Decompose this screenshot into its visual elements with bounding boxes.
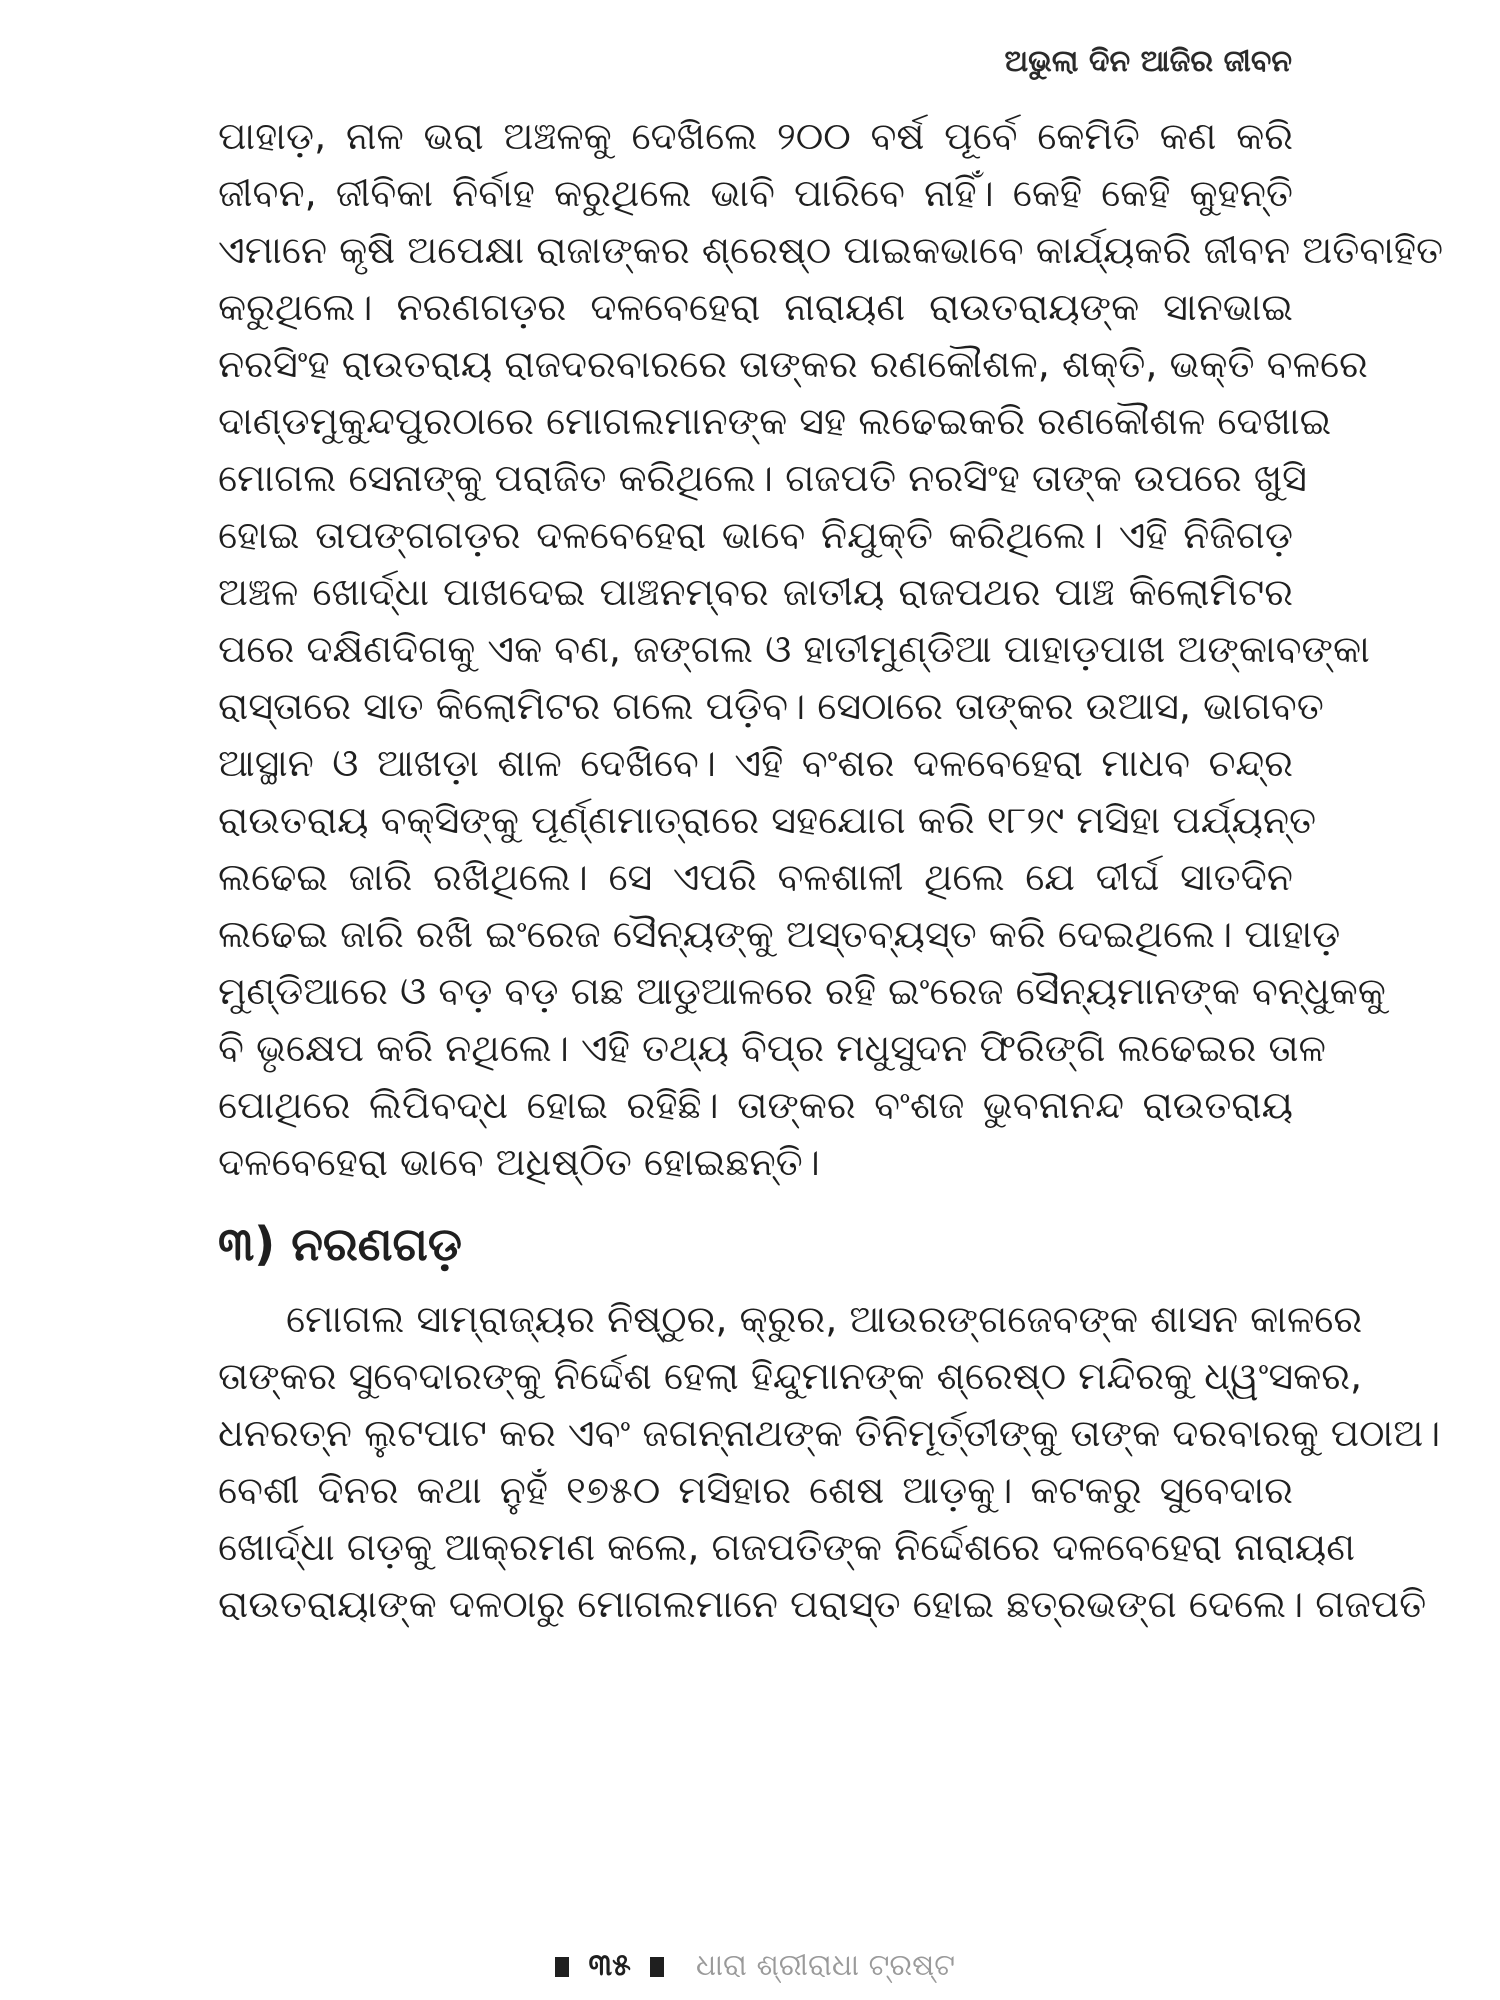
paragraph-line: କରୁଥିଲେ। ନରଣଗଡ଼ର ଦଳବେହେରା ନାରାୟଣ ରାଉତରାୟଙ୍କ ସାନଭାଇ	[218, 285, 1293, 329]
paragraph-line: ରାସ୍ତାରେ ସାତ କିଲୋମିଟର ଗଲେ ପଡ଼ିବ। ସେଠାରେ ତାଙ୍କର ଉଆସ, ଭାଗବତ	[218, 684, 1324, 728]
paragraph-line: ଖୋର୍ଦ୍ଧା ଗଡ଼କୁ ଆକ୍ରମଣ କଲେ, ଗଜପତିଙ୍କ ନିର୍ଦ୍ଦେଶରେ ଦଳବେହେରା ନାରାୟଣ	[218, 1525, 1355, 1569]
square-bullet-icon	[555, 1957, 569, 1977]
paragraph-line: ନରସିଂହ ରାଉତରାୟ ରାଜଦରବାରରେ ତାଙ୍କର ରଣକୌଶଳ, ଶକ୍ତି, ଭକ୍ତି ବଳରେ	[218, 342, 1368, 386]
paragraph-line: ବେଶୀ ଦିନର କଥା ନୁହଁ ୧୭୫୦ ମସିହାର ଶେଷ ଆଡ଼କୁ। କଟକରୁ ସୁବେଦାର	[218, 1468, 1293, 1512]
paragraph-line: ମୁଣ୍ଡିଆରେ ଓ ବଡ଼ ବଡ଼ ଗଛ ଆଡୁଆଳରେ ରହି ଇଂରେଜ ସୈନ୍ୟମାନଙ୍କ ବନ୍ଧୁକକୁ	[218, 969, 1386, 1013]
page-number: ୩୫	[588, 1948, 631, 1983]
paragraph-line: ପୋଥିରେ ଲିପିବଦ୍ଧ ହୋଇ ରହିଛି। ତାଙ୍କର ବଂଶଜ ଭୁବନାନନ୍ଦ ରାଉତରାୟ	[218, 1083, 1293, 1127]
paragraph-line: ମୋଗଲ ସାମ୍ରାଜ୍ୟର ନିଷ୍ଠୁର, କ୍ରୁର, ଆଉରଙ୍ଗଜେବଙ୍କ ଶାସନ କାଳରେ	[286, 1297, 1363, 1341]
square-bullet-icon	[650, 1957, 664, 1977]
paragraph-line: ଲଢେଇ ଜାରି ରଖିଥିଲେ। ସେ ଏପରି ବଳଶାଳୀ ଥିଲେ ଯେ ଦୀର୍ଘ ସାତଦିନ	[218, 855, 1293, 899]
page-footer	[0, 1948, 1500, 1983]
paragraph-line: ତାଙ୍କର ସୁବେଦାରଙ୍କୁ ନିର୍ଦ୍ଦେଶ ହେଲା ହିନ୍ଦୁମାନଙ୍କ ଶ୍ରେଷ୍ଠ ମନ୍ଦିରକୁ ଧ୍ୱଂସକର,	[218, 1354, 1363, 1398]
paragraph-line: ଧନରତ୍ନ ଲୁଟପାଟ କର ଏବଂ ଜଗନ୍ନାଥଙ୍କ ତିନିମୂର୍ତ୍ତୀଙ୍କୁ ତାଙ୍କ ଦରବାରକୁ ପଠାଅ।	[218, 1411, 1441, 1455]
paragraph-line: ରାଉତରାୟ ବକ୍ସିଙ୍କୁ ପୂର୍ଣ୍ଣମାତ୍ରାରେ ସହଯୋଗ କରି ୧୮୨୯ ମସିହା ପର୍ଯ୍ୟନ୍ତ	[218, 798, 1317, 842]
section-heading: ୩) ନରଣଗଡ଼	[218, 1217, 462, 1271]
paragraph-line: ଜୀବନ, ଜୀବିକା ନିର୍ବାହ କରୁଥିଲେ ଭାବି ପାରିବେ ନାହିଁ। କେହି କେହି କୁହନ୍ତି	[218, 171, 1293, 215]
paragraph-line: ପାହାଡ଼, ନାଳ ଭରା ଅଞ୍ଚଳକୁ ଦେଖିଲେ ୨୦୦ ବର୍ଷ ପୂର୍ବେ କେମିତି କଣ କରି	[218, 114, 1293, 158]
paragraph-line: ଏମାନେ କୃଷି ଅପେକ୍ଷା ରାଜାଙ୍କର ଶ୍ରେଷ୍ଠ ପାଇକଭାବେ କାର୍ଯ୍ୟକରି ଜୀବନ ଅତିବାହିତ	[218, 228, 1444, 272]
paragraph-line: ରାଉତରାୟାଙ୍କ ଦଳଠାରୁ ମୋଗଲମାନେ ପରାସ୍ତ ହୋଇ ଛତ୍ରଭଙ୍ଗ ଦେଲେ। ଗଜପତି	[218, 1582, 1427, 1626]
paragraph-2	[218, 1291, 1441, 1633]
paragraph-line: ଦାଣ୍ଡମୁକୁନ୍ଦପୁରଠାରେ ମୋଗଲମାନଙ୍କ ସହ ଲଢେଇକରି ରଣକୌଶଳ ଦେଖାଇ	[218, 399, 1332, 443]
body-text	[218, 108, 1444, 1633]
paragraph-1	[218, 108, 1444, 1191]
paragraph-line: ବି ଭୃକ୍ଷେପ କରି ନଥିଲେ। ଏହି ତଥ୍ୟ ବିପ୍ର ମଧୁସୁଦନ ଫିରିଙ୍ଗି ଲଢେଇର ତାଳ	[218, 1026, 1326, 1070]
paragraph-line: ପରେ ଦକ୍ଷିଣଦିଗକୁ ଏକ ବଣ, ଜଙ୍ଗଲ ଓ ହାତୀମୁଣ୍ଡିଆ ପାହାଡ଼ପାଖ ଅଙ୍କାବଙ୍କା	[218, 627, 1370, 671]
publisher-name: ଧାରା ଶ୍ରୀରାଧା ଟ୍ରଷ୍ଟ	[695, 1948, 956, 1983]
paragraph-line: ଦଳବେହେରା ଭାବେ ଅଧିଷ୍ଠିତ ହୋଇଛନ୍ତି।	[218, 1140, 820, 1184]
running-head: ଅଭୁଲା ଦିନ ଆଜିର ଜୀବନ	[1004, 44, 1292, 79]
paragraph-line: ଆସ୍ଥାନ ଓ ଆଖଡ଼ା ଶାଳ ଦେଖିବେ। ଏହି ବଂଶର ଦଳବେହେରା ମାଧବ ଚନ୍ଦ୍ର	[218, 741, 1293, 785]
paragraph-line: ଲଢେଇ ଜାରି ରଖି ଇଂରେଜ ସୈନ୍ୟଙ୍କୁ ଅସ୍ତବ୍ୟସ୍ତ କରି ଦେଇଥିଲେ। ପାହାଡ଼	[218, 912, 1341, 956]
paragraph-line: ଅଞ୍ଚଳ ଖୋର୍ଦ୍ଧା ପାଖଦେଇ ପାଞ୍ଚନମ୍ବର ଜାତୀୟ ରାଜପଥର ପାଞ୍ଚ କିଲୋମିଟର	[218, 570, 1293, 614]
paragraph-line: ହୋଇ ତାପଙ୍ଗଗଡ଼ର ଦଳବେହେରା ଭାବେ ନିଯୁକ୍ତି କରିଥିଲେ। ଏହି ନିଜିଗଡ଼	[218, 513, 1293, 557]
paragraph-line: ମୋଗଲ ସେନାଙ୍କୁ ପରାଜିତ କରିଥିଲେ। ଗଜପତି ନରସିଂହ ତାଙ୍କ ଉପରେ ଖୁସି	[218, 456, 1307, 500]
